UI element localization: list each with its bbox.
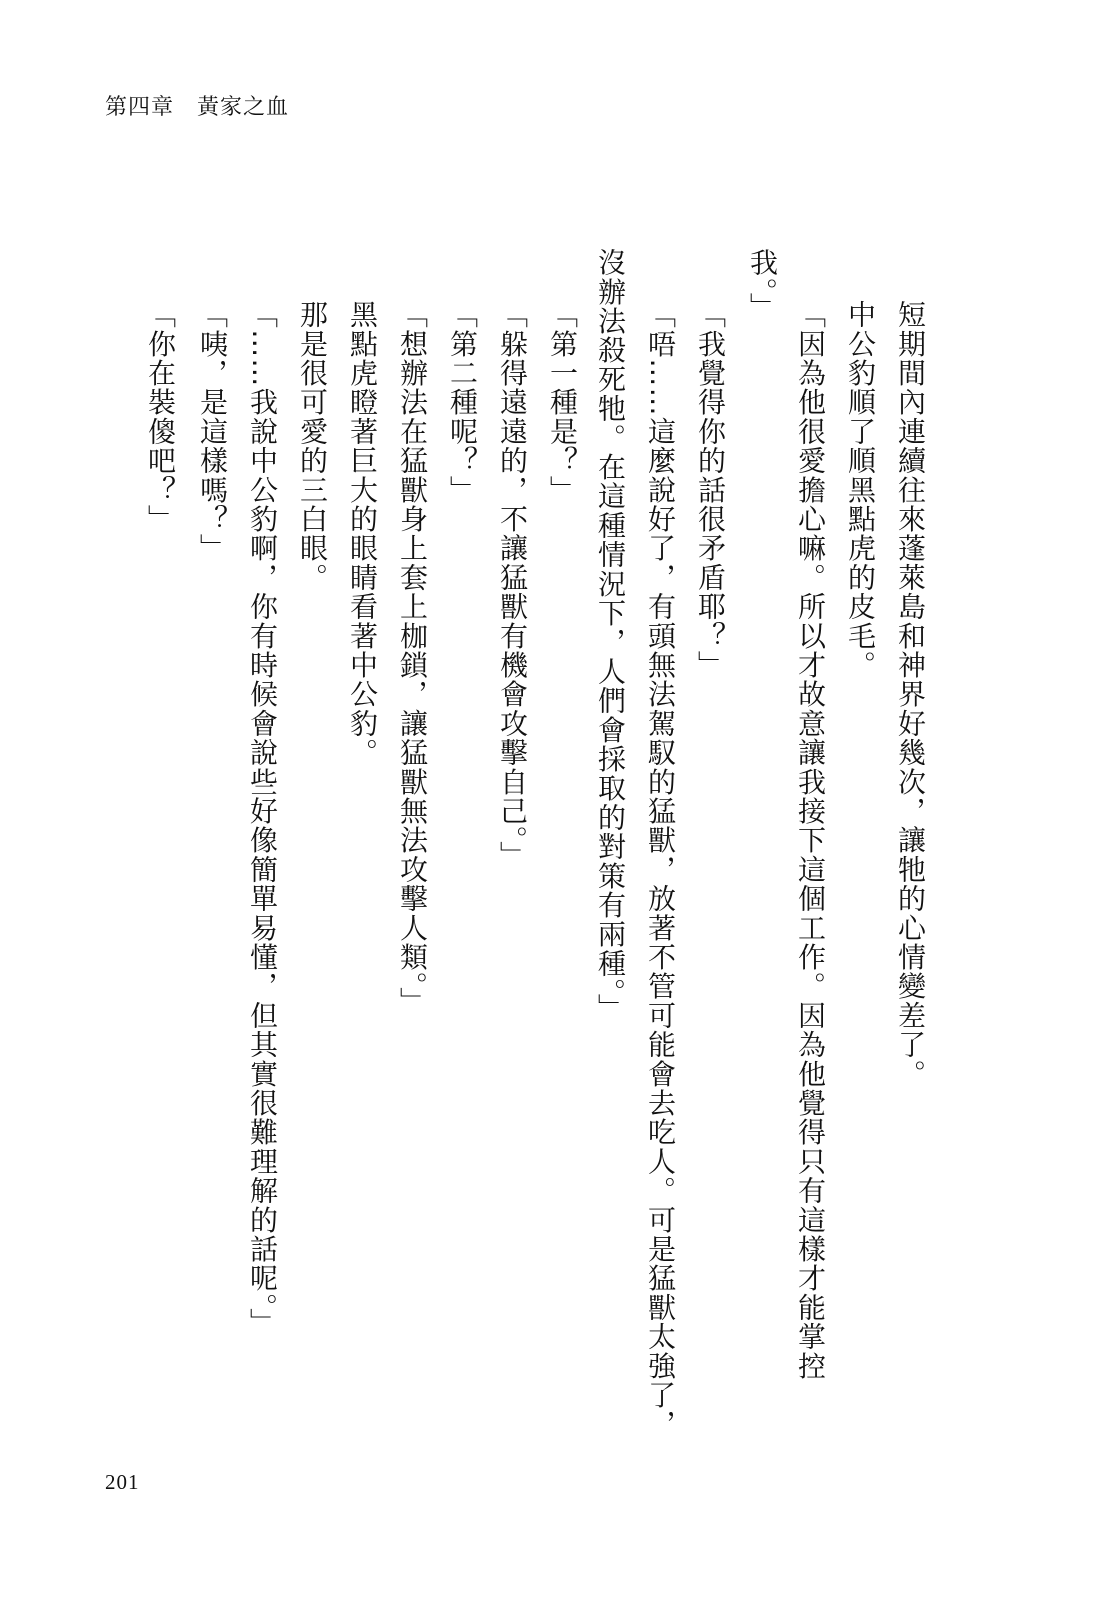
text-column: 「躲得遠遠的，不讓猛獸有機會攻擊自己。」 xyxy=(496,300,529,870)
text-column: 我。」 xyxy=(746,248,779,322)
text-column: 「第一種是？」 xyxy=(546,300,579,505)
text-column: 「唔……這麼說好了，有頭無法駕馭的猛獸，放著不管可能會去吃人。可是猛獸太強了， xyxy=(644,300,677,1439)
text-column: 「咦，是這樣嗎？」 xyxy=(196,300,229,563)
text-column: 「……我說中公豹啊，你有時候會說些好像簡單易懂，但其實很難理解的話呢。」 xyxy=(246,300,279,1338)
running-header: 第四章 黃家之血 xyxy=(105,95,290,120)
text-column: 黑點虎瞪著巨大的眼睛看著中公豹。 xyxy=(346,300,379,768)
text-column: 「你在裝傻吧？」 xyxy=(144,300,177,534)
text-column: 「想辦法在猛獸身上套上枷鎖，讓猛獸無法攻擊人類。」 xyxy=(396,300,429,1016)
text-column: 沒辦法殺死牠。在這種情況下，人們會採取的對策有兩種。」 xyxy=(594,248,627,1023)
text-column: 「我覺得你的話很矛盾耶？」 xyxy=(694,300,727,680)
text-column: 那是很可愛的三白眼。 xyxy=(296,300,329,592)
page-number: 201 xyxy=(105,1470,140,1494)
text-column: 「因為他很愛擔心嘛。所以才故意讓我接下這個工作。因為他覺得只有這樣才能掌控 xyxy=(794,300,827,1381)
text-column: 短期間內連續往來蓬萊島和神界好幾次，讓牠的心情變差了。 xyxy=(894,300,927,1089)
text-column: 「第二種呢？」 xyxy=(446,300,479,505)
text-column: 中公豹順了順黑點虎的皮毛。 xyxy=(844,300,877,680)
